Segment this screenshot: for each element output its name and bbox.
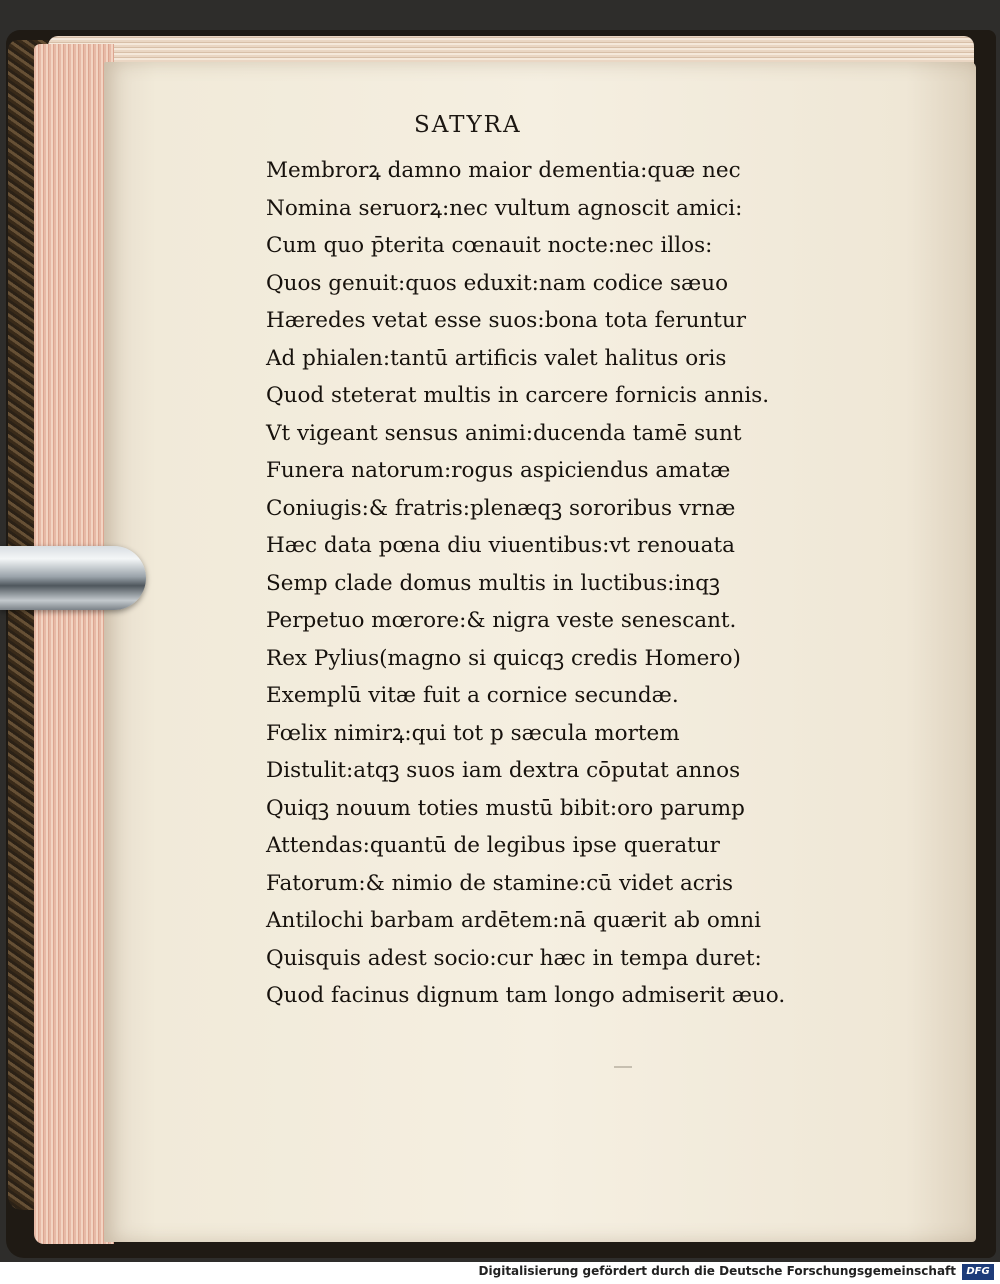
verse-line: Hæredes vetat esse suos:bona tota feruntur bbox=[266, 308, 747, 333]
verse-line: Nomina seruorꝝ:nec vultum agnoscit amici: bbox=[266, 195, 743, 221]
verse-line: Antilochi barbam ardētem:nā quærit ab omni bbox=[266, 908, 761, 933]
dfg-logo: DFG bbox=[962, 1264, 994, 1280]
verse-line: Quod facinus dignum tam longo admiserit æuo. bbox=[266, 983, 786, 1008]
verse-line: Membrorꝝ damno maior dementia:quæ nec bbox=[266, 158, 741, 183]
verse-block bbox=[266, 152, 826, 1015]
verse-line: Exemplū vitæ fuit a cornice secundæ. bbox=[266, 683, 679, 708]
verse-line: Hæc data pœna diu viuentibus:vt renouata bbox=[266, 533, 735, 558]
verse-line: Funera natorum:rogus aspiciendus amatæ bbox=[266, 458, 731, 483]
verse-line: Fœlix nimirꝝ:qui tot p sæcula mortem bbox=[266, 720, 680, 746]
verse-line: Rex Pylius(magno si quicqꝫ credis Homero) bbox=[266, 645, 741, 671]
verse-line: Cum quo p̄terita cœnauit nocte:nec illos: bbox=[266, 233, 713, 258]
verse-line: Ad phialen:tantū artificis valet halitus oris bbox=[266, 345, 727, 371]
glass-page-weight bbox=[0, 546, 146, 610]
verse-line: Quiqꝫ nouum toties mustū bibit:oro parump bbox=[266, 795, 745, 821]
verse-line: Quisquis adest socio:cur hæc in tempa duret: bbox=[266, 945, 762, 971]
verse-line: Vt vigeant sensus animi:ducenda tamē sunt bbox=[266, 420, 742, 446]
verse-line: Distulit:atqꝫ suos iam dextra cōputat annos bbox=[266, 758, 741, 783]
page-heading: SATYRA bbox=[414, 112, 522, 138]
verse-line: Coniugis:& fratris:plenæqꝫ sororibus vrnæ bbox=[266, 495, 736, 521]
verse-line: Fatorum:& nimio de stamine:cū videt acris bbox=[266, 870, 733, 896]
page-edges-side bbox=[34, 44, 114, 1244]
verse-line: Attendas:quantū de legibus ipse queratur bbox=[266, 833, 720, 858]
verse-line: Quos genuit:quos eduxit:nam codice sæuo bbox=[266, 270, 729, 296]
page-catchword-mark bbox=[614, 1040, 632, 1068]
verse-line: Semp clade domus multis in luctibus:inqꝫ bbox=[266, 570, 720, 596]
verse-line: Quod steterat multis in carcere fornicis annis. bbox=[266, 383, 770, 408]
verse-line: Perpetuo mœrore:& nigra veste senescant. bbox=[266, 608, 737, 633]
footer-credit: Digitalisierung gefördert durch die Deutsche Forschungsgemeinschaft bbox=[478, 1264, 956, 1278]
